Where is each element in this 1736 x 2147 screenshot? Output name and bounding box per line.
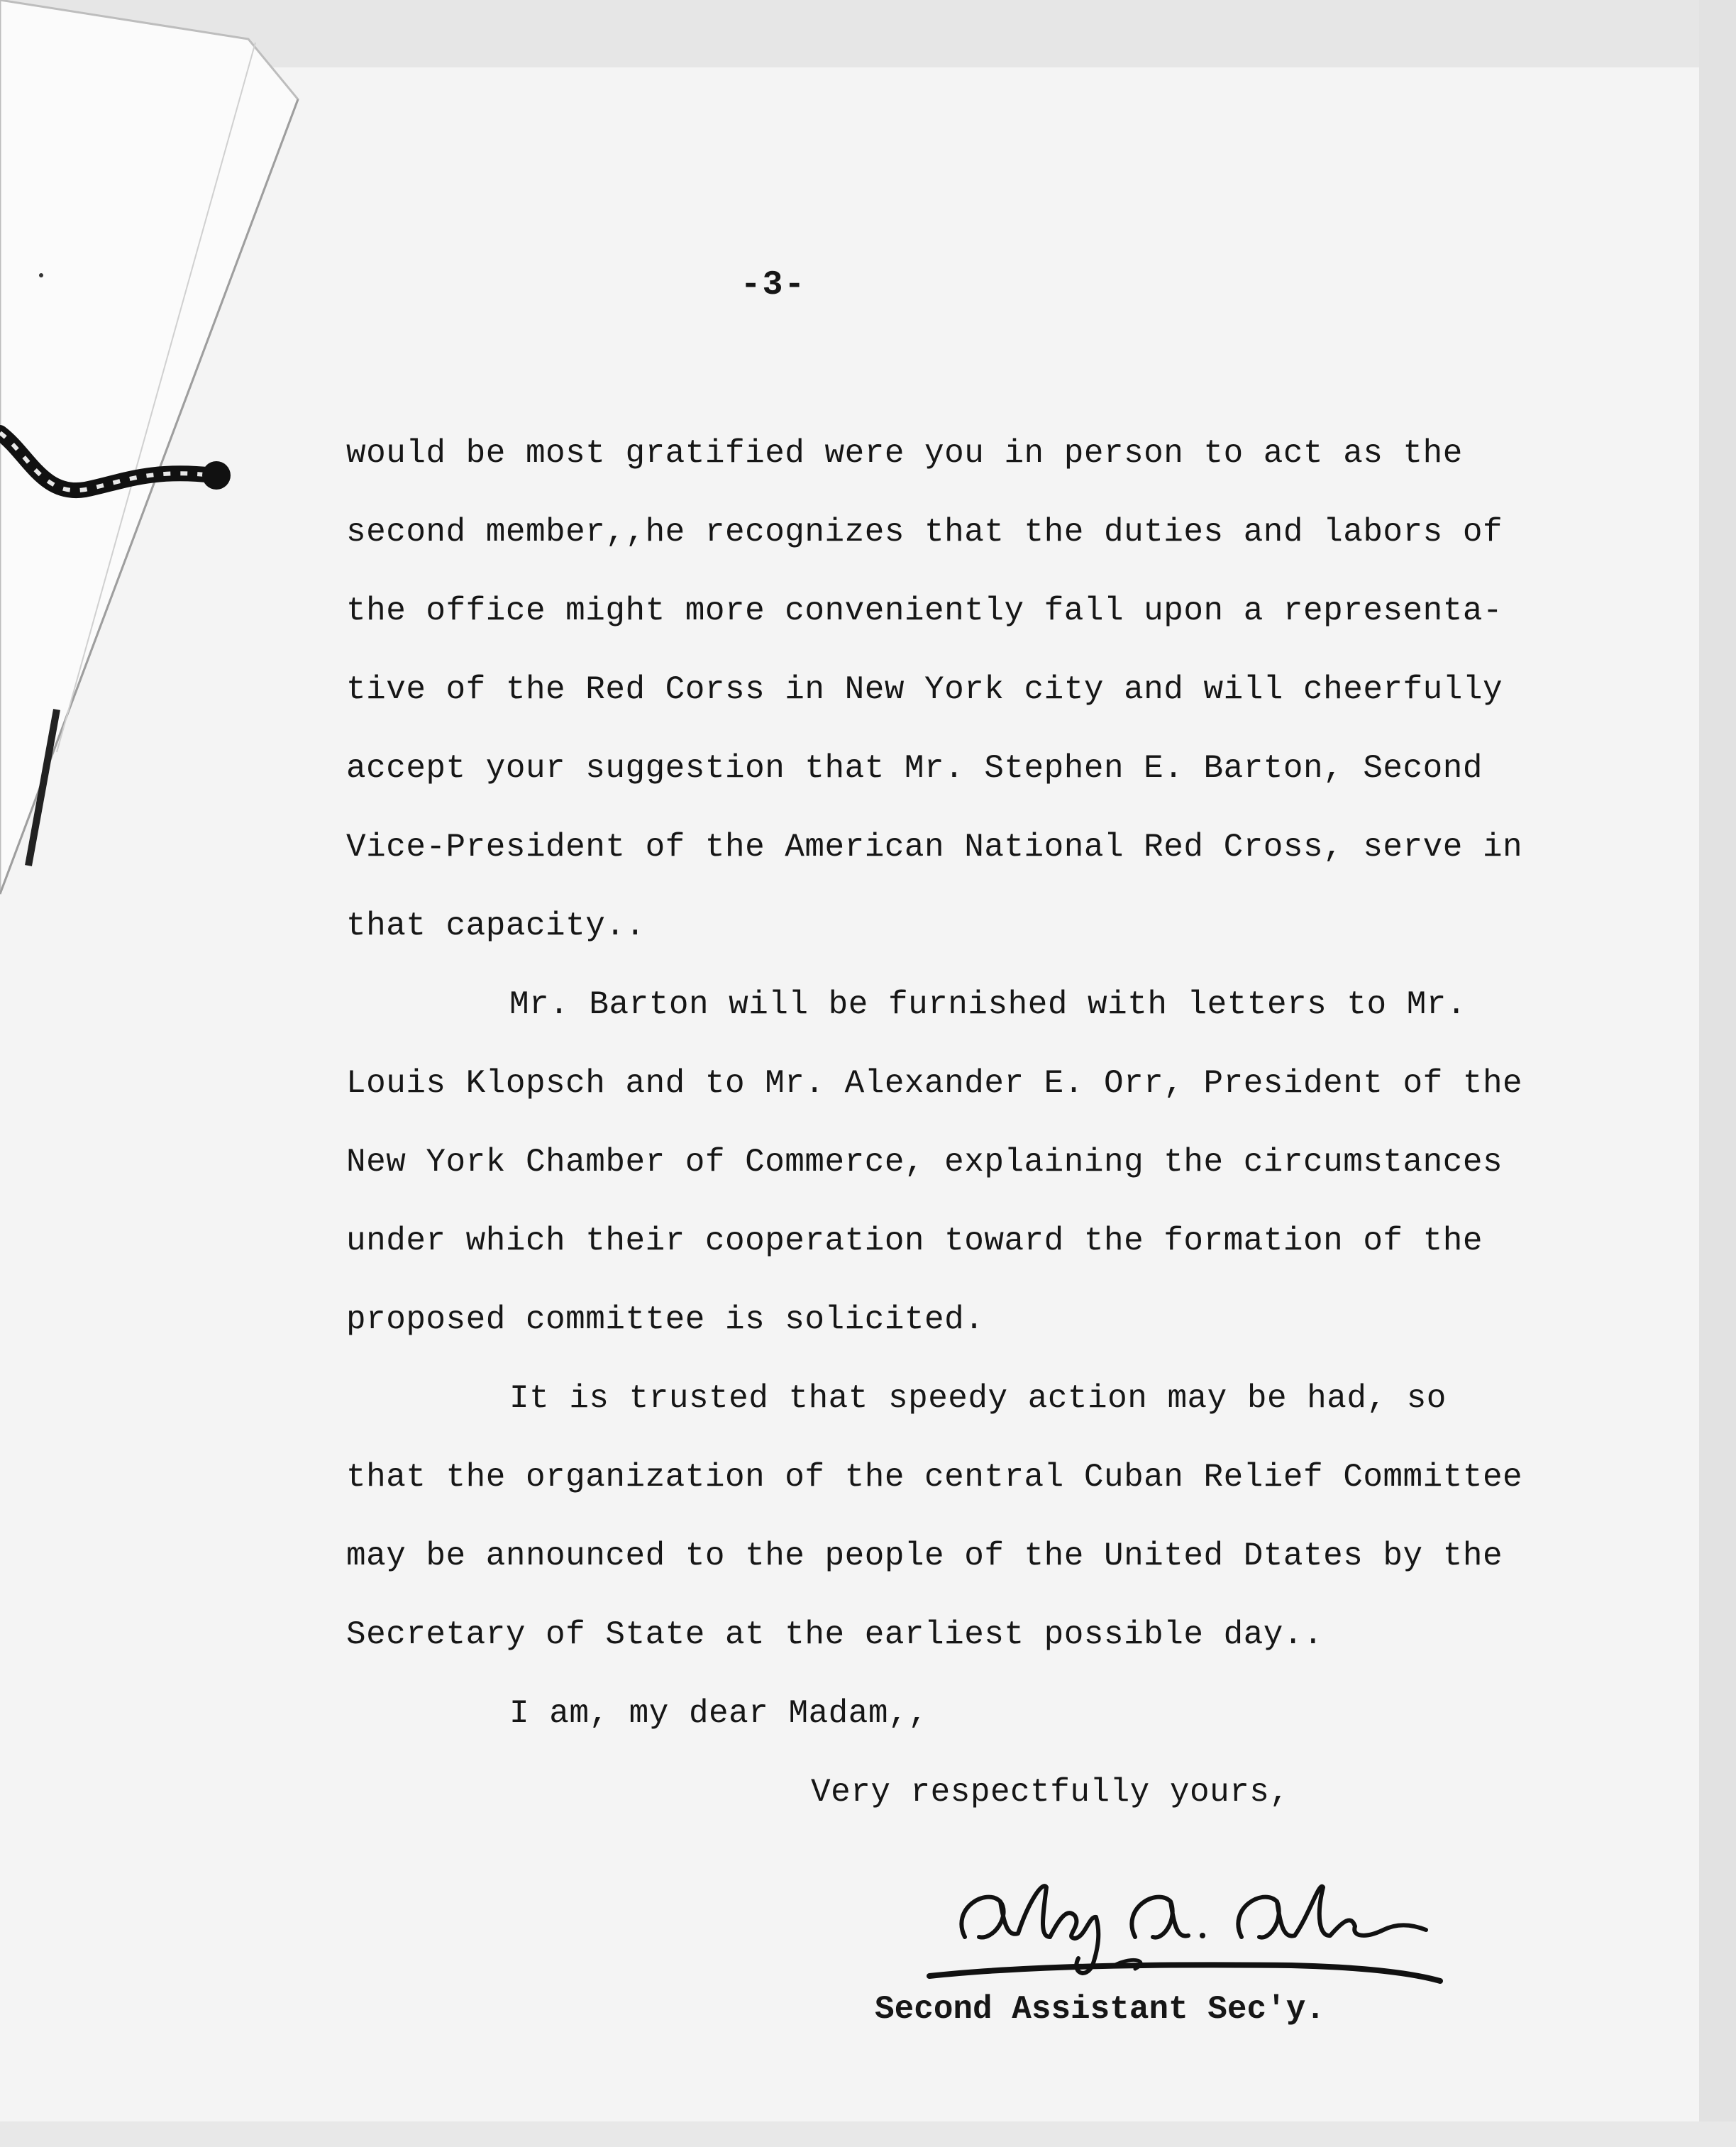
body-line: Vice-President of the American National Red Cross, serve in — [346, 829, 1523, 866]
body-line: proposed committee is solicited. — [346, 1301, 985, 1338]
body-line: may be announced to the people of the United Dtates by the — [346, 1538, 1503, 1574]
signatory-title: Second Assistant Sec'y. — [875, 1991, 1325, 2028]
binding-cord — [0, 412, 255, 539]
body-line: Louis Klopsch and to Mr. Alexander E. Orr, President of the — [346, 1065, 1523, 1102]
body-line: under which their cooperation toward the formation of the — [346, 1222, 1483, 1259]
letter-body — [346, 414, 1623, 1832]
body-line: that capacity.. — [346, 907, 646, 944]
salutation-line: I am, my dear Madam,, — [509, 1695, 929, 1732]
complimentary-close: Very respectfully yours, — [811, 1774, 1290, 1811]
body-line: the office might more conveniently fall upon a representa- — [346, 592, 1503, 629]
body-line: Secretary of State at the earliest possible day.. — [346, 1616, 1324, 1653]
page-number: -3- — [740, 266, 807, 304]
body-line: that the organization of the central Cuban Relief Committee — [346, 1459, 1523, 1496]
body-line: Mr. Barton will be furnished with letters to Mr. — [509, 986, 1467, 1023]
body-line: tive of the Red Corss in New York city and will cheerfully — [346, 671, 1503, 708]
body-line: second member,,he recognizes that the duties and labors of — [346, 514, 1503, 551]
body-line: would be most gratified were you in person to act as the — [346, 435, 1463, 472]
handwritten-signature — [922, 1859, 1447, 1987]
body-line: New York Chamber of Commerce, explaining the circumstances — [346, 1144, 1503, 1181]
body-line: It is trusted that speedy action may be had, so — [509, 1380, 1447, 1417]
body-line: accept your suggestion that Mr. Stephen E. Barton, Second — [346, 750, 1483, 787]
